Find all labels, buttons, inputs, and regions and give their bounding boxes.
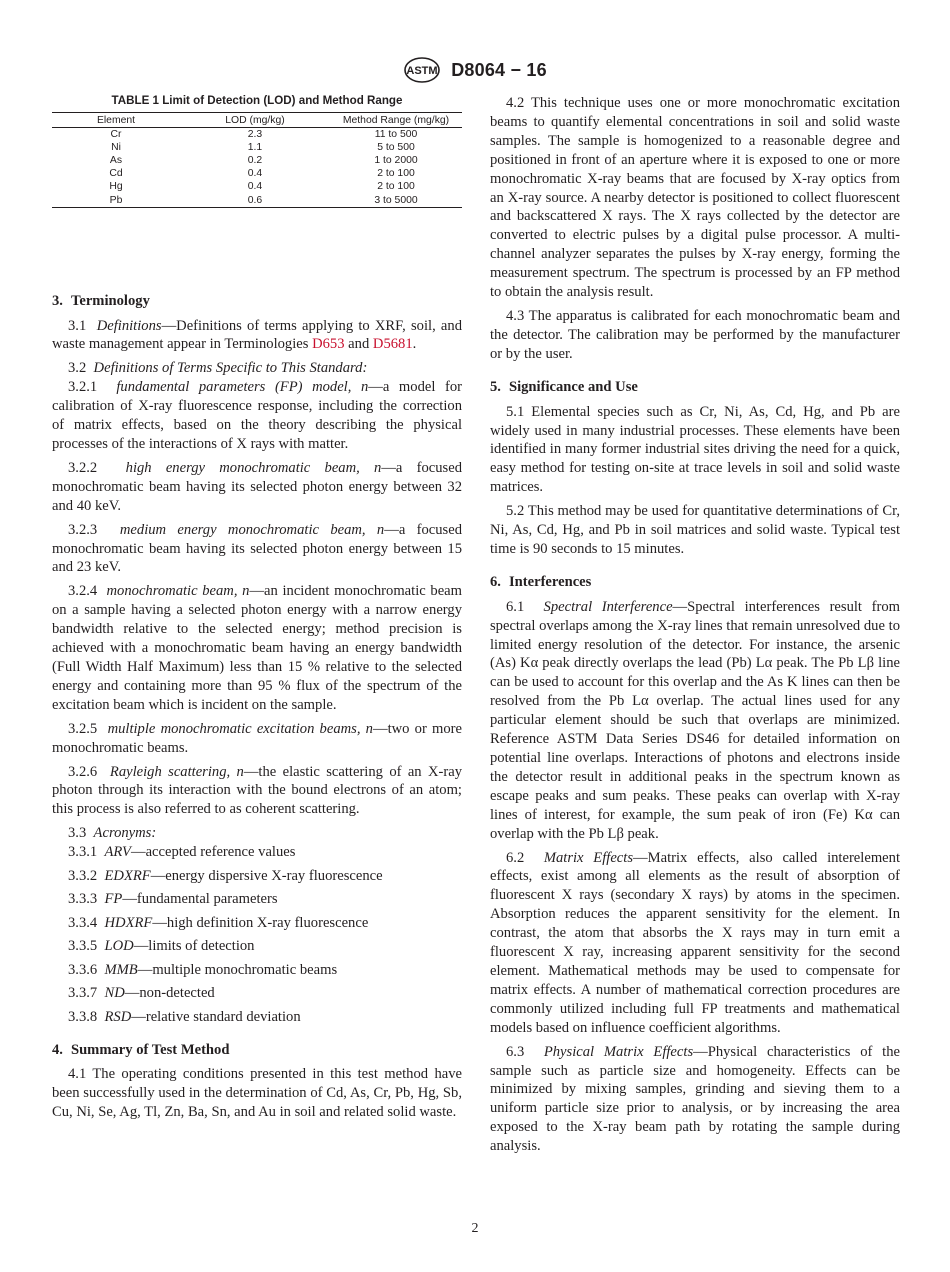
column-header: Element <box>96 115 136 126</box>
paragraph-3-2-6: 3.2.6 Rayleigh scattering, n—the elastic scattering of an X-ray photon through its interaction with the bound electrons of an atom; this process is also referred to as coherent scattering. <box>52 763 462 818</box>
table-row <box>52 128 462 142</box>
paragraph-3-3: 3.3 Acronyms: <box>68 825 157 842</box>
table-row <box>52 154 462 167</box>
table-cell: 2 to 100 <box>377 181 415 193</box>
table-row <box>52 180 462 193</box>
table-cell: Pb <box>109 194 123 206</box>
acronym-item: 3.3.4 HDXRF—high definition X-ray fluorescence <box>68 914 369 931</box>
table-cell: 3 to 5000 <box>374 194 418 206</box>
table-header-row <box>52 113 462 128</box>
svg-text:ASTM: ASTM <box>406 65 438 77</box>
paragraph-3-2: 3.2 Definitions of Terms Specific to This Standard: <box>68 360 368 377</box>
table-cell: 0.2 <box>247 155 263 167</box>
section-heading-interferences: 6. Interferences <box>490 573 592 590</box>
paragraph-6-1: 6.1 Spectral Interference—Spectral interferences result from spectral overlaps among the X-ray lines that remain unresolved due to limited energy resolution of the detector. For instance, the arsenic (As) Kα peak directly overlaps the lead (Pb) Lα peak. The Pb Lβ line can be used to account for this overlap and the As K lines can then be resolved from the Pb Lα overlap. The actual lines used for any particular element should be such that overlaps are minimized. Reference ASTM Data Series DS46 for detailed information on potential line overlaps. Interactions of photons and electrons inside the detector result in additional peaks in the spectrum known as escape peaks and sum peaks. These peaks can overlap with X-ray lines of interest, for example, the sum peak of iron (Fe) Kα can overlap with the Pb Lβ peak. <box>490 598 900 842</box>
paragraph-4-3: 4.3 The apparatus is calibrated for each monochromatic beam and the detector. The calibration may be performed by the manufacturer or by the user. <box>490 307 900 362</box>
right-column <box>490 94 900 1161</box>
table-cell: 0.6 <box>247 194 263 206</box>
table-cell: Cr <box>110 129 122 141</box>
acronym-item: 3.3.2 EDXRF—energy dispersive X-ray fluorescence <box>68 867 383 884</box>
table-cell: 2.3 <box>247 129 263 141</box>
paragraph-6-2: 6.2 Matrix Effects—Matrix effects, also called interelement effects, exist among all elements as the result of absorption of fluorescent X rays (secondary X rays) by atoms in the specimen. Absorption reduces the apparent sensitivity for the element. In contrast, the atom that absorbs the X rays may in turn emit a fluorescent X ray, increasing apparent sensitivity for the second element. Mathematical methods may be used to compensate for matrix effects. A number of mathematical correction procedures are commonly utilized including full FP treatments and mathematical models based on influence coefficient algorithms. <box>490 849 900 1036</box>
paragraph-5-1: 5.1 Elemental species such as Cr, Ni, As, Cd, Hg, and Pb are widely used in many industrial processes. These elements have been identified in many former industrial sites driving the need for a quick, easy method for testing on-site at trace levels in soil and solid waste matrices. <box>490 403 900 496</box>
link-d653[interactable]: D653 <box>312 336 345 353</box>
table-cell: 5 to 500 <box>377 142 415 154</box>
table-cell: 1.1 <box>247 142 263 154</box>
lod-table <box>52 112 462 208</box>
acronym-item: 3.3.5 LOD—limits of detection <box>68 938 255 955</box>
acronym-item: 3.3.6 MMB—multiple monochromatic beams <box>68 961 338 978</box>
paragraph-5-2: 5.2 This method may be used for quantitative determinations of Cr, Ni, As, Cd, Hg, and Pb in soil matrices and solid waste. Typical test time is 90 seconds to 15 minutes. <box>490 503 900 557</box>
paragraph-3-2-5: 3.2.5 multiple monochromatic excitation beams, n—two or more monochromatic beams. <box>52 720 462 756</box>
table-cell: Cd <box>109 168 123 180</box>
table-cell: 0.4 <box>247 168 263 180</box>
paragraph-3-2-4: 3.2.4 monochromatic beam, n—an incident monochromatic beam on a sample having a selected photon energy with a narrow energy bandwidth relative to the selected energy; method precision is achieved with a monochromatic beam having an energy bandwidth (Full Width Half Maximum) less than 15 % relative to the selected energy and containing more than 95 % flux of the spectrum of the excitation beam which is incident on the sample. <box>52 583 463 713</box>
table-title: TABLE 1 Limit of Detection (LOD) and Method Range <box>111 94 403 107</box>
section-heading-summary: 4. Summary of Test Method <box>52 1041 230 1058</box>
acronyms-list <box>52 824 462 1026</box>
page-header <box>0 57 950 83</box>
paragraph-4-2: 4.2 This technique uses one or more monochromatic excitation beams to quantify elemental concentrations in soil and solid waste samples. The sample is homogenized to a reasonable degree and positioned in front of an aperture where it is exposed to one or more monochromatic X-ray beams that are focused by X-ray optics from an X-ray source. A nearby detector is positioned to collect fluorescent and backscattered X rays. The X rays collected by the detector are converted to electric pulses by a digital pulse processor. A multi-channel analyzer separates the pulses by X-ray energy, forming the measurement spectrum. The spectrum is processed by an FP method to obtain the analysis result. <box>490 95 900 301</box>
table-cell: Ni <box>111 142 121 154</box>
paragraph-4-1: 4.1 The operating conditions presented in this test method have been successfully used in the determination of Cd, As, Cr, Pb, Hg, Sb, Cu, Ni, Se, Ag, Tl, Zn, Ba, Sn, and Au in soil and related solid waste. <box>52 1066 462 1121</box>
column-header: Method Range (mg/kg) <box>342 115 450 126</box>
section-heading-terminology: 3. Terminology <box>52 292 150 309</box>
table-cell: Hg <box>109 181 123 193</box>
section-heading-significance: 5. Significance and Use <box>490 378 638 395</box>
acronym-item: 3.3.3 FP—fundamental parameters <box>68 891 278 908</box>
paragraph-6-3: 6.3 Physical Matrix Effects—Physical characteristics of the sample such as particle size and homogeneity. Effects can be minimized by mixing samples, grinding and sieving them to a uniform particle size prior to analysis, or by increasing the area exposed to the X-ray beam path by rotating the sample during analysis. <box>490 1043 901 1155</box>
table-cell: 11 to 500 <box>374 129 418 141</box>
page-number: 2 <box>471 1221 479 1236</box>
table-row <box>52 167 462 180</box>
astm-logo-icon <box>403 57 441 83</box>
table-cell: As <box>109 155 123 167</box>
table-cell: 1 to 2000 <box>374 155 418 167</box>
paragraph-3-1: 3.1 Definitions—Definitions of terms applying to XRF, soil, and waste management appear in Terminologies D653 and D5681. <box>52 317 462 353</box>
acronym-item: 3.3.1 ARV—accepted reference values <box>68 844 296 861</box>
table-cell: 0.4 <box>247 181 263 193</box>
table-row <box>52 141 462 154</box>
paragraph-3-2-1: 3.2.1 fundamental parameters (FP) model, n—a model for calibration of X-ray fluorescence response, including the correction of matrix effects, based on the theory describing the physical processes of the interactions of X rays with matter. <box>52 379 462 452</box>
column-header: LOD (mg/kg) <box>225 115 285 126</box>
table-row <box>52 194 462 208</box>
link-d5681[interactable]: D5681 <box>372 336 413 353</box>
paragraph-3-2-3: 3.2.3 medium energy monochromatic beam, n—a focused monochromatic beam having its selected photon energy between 15 and 23 keV. <box>52 521 463 576</box>
table-cell: 2 to 100 <box>377 168 415 180</box>
acronym-item: 3.3.8 RSD—relative standard deviation <box>68 1008 301 1025</box>
acronym-item: 3.3.7 ND—non-detected <box>68 985 215 1002</box>
left-column <box>52 94 462 1127</box>
document-designation: D8064 − 16 <box>451 59 547 80</box>
paragraph-3-2-2: 3.2.2 high energy monochromatic beam, n—a focused monochromatic beam having its selected photon energy between 32 and 40 keV. <box>52 459 462 514</box>
